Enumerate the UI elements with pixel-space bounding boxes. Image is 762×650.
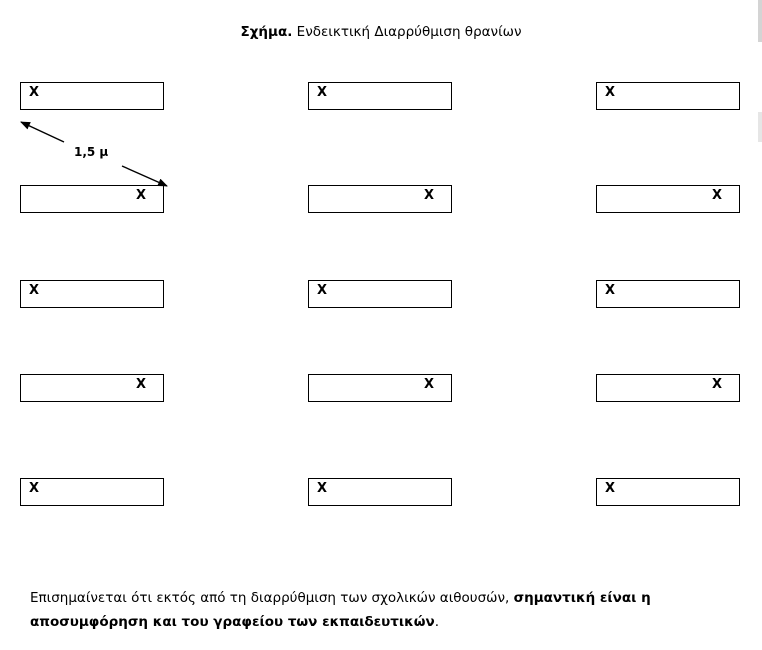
desk-mark: X — [605, 481, 616, 496]
desk-mark: X — [29, 481, 40, 496]
desk-mark: X — [711, 188, 722, 203]
desk-mark: X — [317, 481, 328, 496]
edge-divider — [758, 0, 762, 42]
desk-mark: X — [605, 283, 616, 298]
edge-divider — [758, 112, 762, 142]
caption-text: Ενδεικτική Διαρρύθμιση θρανίων — [292, 24, 522, 40]
distance-arrow-up — [21, 122, 64, 142]
caption-label: Σχήμα. — [240, 24, 293, 40]
desk-mark: X — [711, 377, 722, 392]
desk-mark: X — [29, 85, 40, 100]
note-text: Επισημαίνεται ότι εκτός από τη διαρρύθμιση των σχολικών αιθουσών, — [30, 590, 514, 606]
note-end: . — [434, 614, 439, 630]
note-paragraph — [30, 586, 742, 634]
distance-arrow-down — [122, 166, 167, 186]
desk-mark: X — [605, 85, 616, 100]
desk-mark: X — [423, 188, 434, 203]
desk-mark: X — [317, 85, 328, 100]
desk-mark: X — [135, 377, 146, 392]
desk-mark: X — [423, 377, 434, 392]
desk-mark: X — [29, 283, 40, 298]
desk-mark: X — [135, 188, 146, 203]
desk-mark: X — [317, 283, 328, 298]
distance-label: 1,5 μ — [74, 145, 109, 159]
note-emphasis: σημαντική είναι η αποσυμφόρηση και του γραφείου των εκπαιδευτικών — [30, 590, 651, 630]
